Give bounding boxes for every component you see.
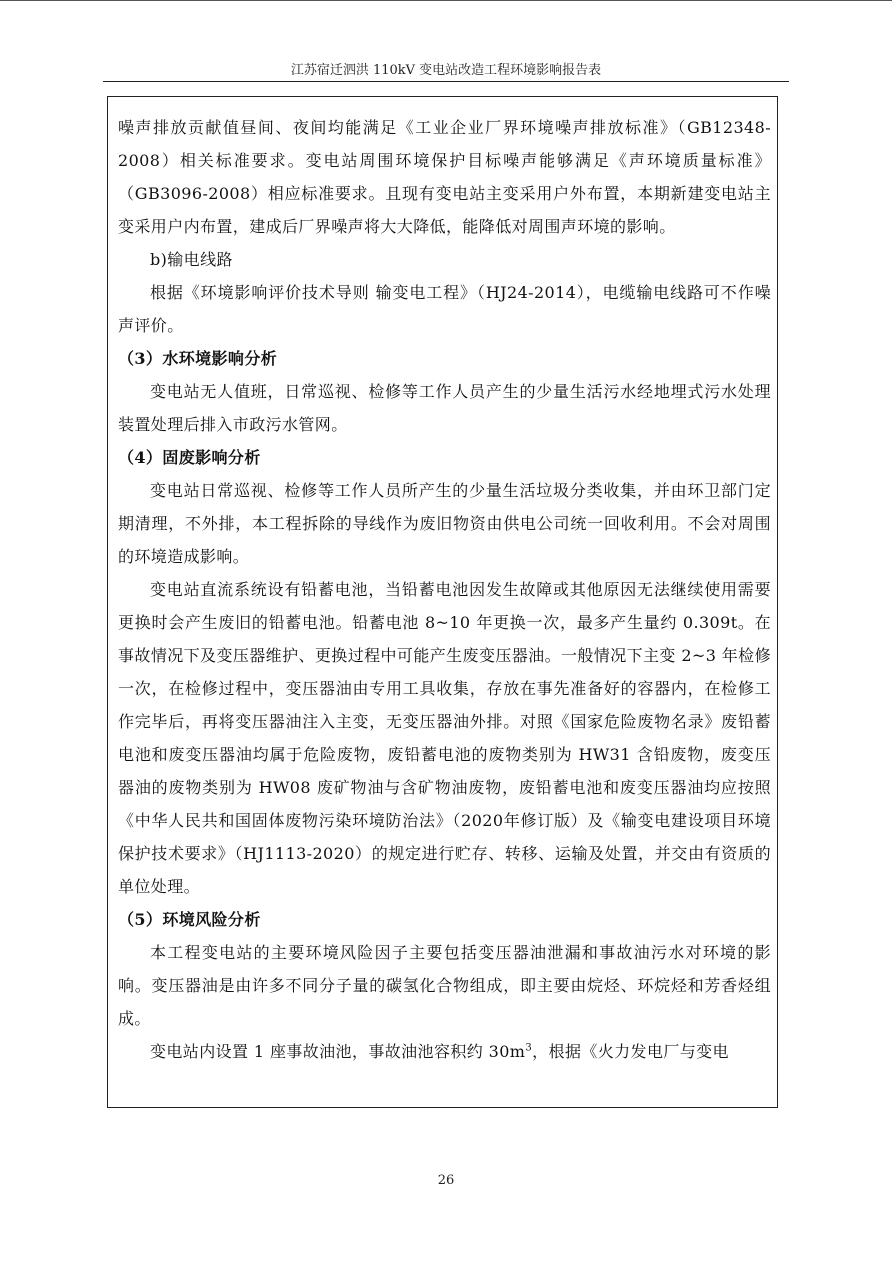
paragraph-solid-waste-domestic: 变电站日常巡视、检修等工作人员所产生的少量生活垃圾分类收集，并由环卫部门定期清理，不外排，本工程拆除的导线作为废旧物资由供电公司统一回收利用。不会对周围的环境造成影响。 — [118, 481, 771, 566]
oil-pool-text-before: 变电站内设置 1 座事故油池，事故油池容积约 30m — [150, 1042, 526, 1061]
cubic-superscript: 3 — [525, 1042, 533, 1054]
paragraph-noise-substation: 噪声排放贡献值昼间、夜间均能满足《工业企业厂界环境噪声排放标准》（GB12348-2008）相关标准要求。变电站周围环境保护目标噪声能够满足《声环境质量标准》（GB3096-2008）相应标准要求。且现有变电站主变采用户外布置，本期新建变电站主变采用户内布置，建成后厂界噪声将大大降低，能降低对周围声环境的影响。 — [118, 118, 771, 236]
paragraph-noise-cable: 根据《环境影响评价技术导则 输变电工程》（HJ24-2014），电缆输电线路可不作噪声评价。 — [118, 283, 771, 335]
top-page-rule — [0, 0, 892, 1]
paragraph-risk-factors: 本工程变电站的主要环境风险因子主要包括变压器油泄漏和事故油污水对环境的影响。变压器油是由许多不同分子量的碳氢化合物组成，即主要由烷烃、环烷烃和芳香烃组成。 — [118, 943, 771, 1028]
heading-solid-waste: （4）固废影响分析 — [118, 448, 261, 467]
heading-water-environment: （3）水环境影响分析 — [118, 349, 278, 368]
heading-environmental-risk: （5）环境风险分析 — [118, 910, 261, 929]
paragraph-solid-waste-hazardous: 变电站直流系统设有铅蓄电池，当铅蓄电池因发生故障或其他原因无法继续使用需要更换时会产生废旧的铅蓄电池。铅蓄电池 8~10 年更换一次，最多产生量约 0.309t。在事故情况下及变压器维护、更换过程中可能产生废变压器油。一般情况下主变 2~3 年检修一次，在检修过程中，变压器油由专用工具收集，存放在事先准备好的容器内，在检修工作完毕后，再将变压器油注入主变，无变压器油外排。对照《国家危险废物名录》废铅蓄电池和废变压器油均属于危险废物，废铅蓄电池的废物类别为 HW31 含铅废物，废变压器油的废物类别为 HW08 废矿物油与含矿物油废物，废铅蓄电池和废变压器油均应按照《中华人民共和国固体废物污染环境防治法》（2020年修订版）及《输变电建设项目环境保护技术要求》（HJ1113-2020）的规定进行贮存、转移、运输及处置，并交由有资质的单位处理。 — [118, 580, 771, 896]
paragraph-accident-oil-pool — [118, 1035, 771, 1068]
paragraph-water-environment: 变电站无人值班，日常巡视、检修等工作人员产生的少量生活污水经地埋式污水处理装置处理后排入市政污水管网。 — [118, 382, 771, 434]
page-number: 26 — [437, 1173, 455, 1188]
running-header-title: 江苏宿迁泗洪 110kV 变电站改造工程环境影响报告表 — [290, 63, 602, 78]
content-frame — [107, 96, 778, 1108]
oil-pool-text-after: ，根据《火力发电厂与变电 — [532, 1042, 729, 1061]
subheading-transmission-line: b)输电线路 — [150, 250, 233, 269]
header-rule — [103, 81, 789, 82]
